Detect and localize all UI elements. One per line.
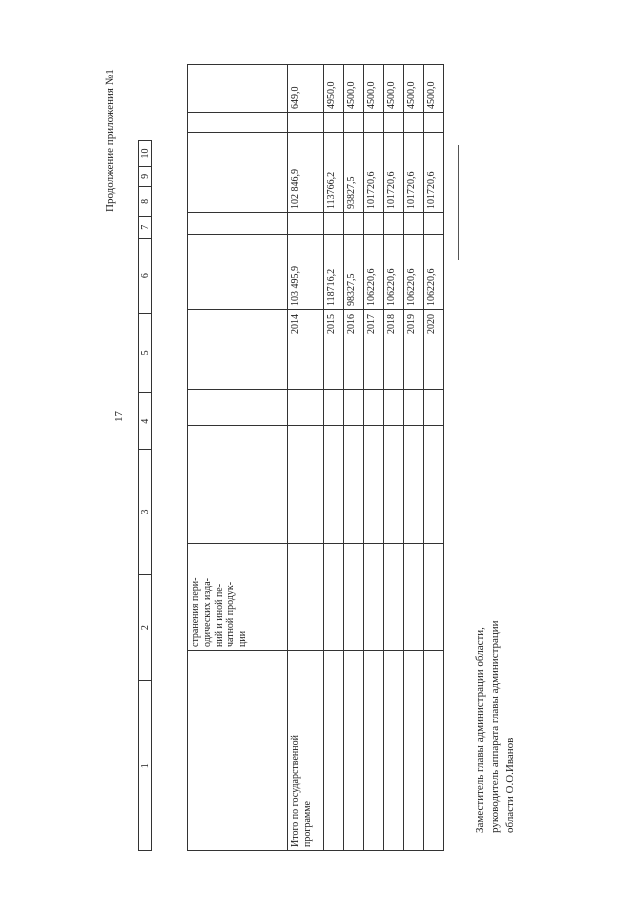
year-cell: 2019 [404, 310, 424, 390]
cell-empty [384, 544, 404, 651]
cell-empty [188, 133, 288, 213]
value-col8: 101720,6 [364, 133, 384, 213]
value-col6: 106220,6 [364, 235, 384, 310]
table-row [384, 65, 404, 851]
cell-empty [424, 113, 444, 133]
cell-empty [188, 390, 288, 426]
cell-empty [188, 310, 288, 390]
cell-empty [364, 651, 384, 851]
cell-empty [188, 113, 288, 133]
value-col8: 102 846,9 [288, 133, 324, 213]
cell-empty [324, 544, 344, 651]
cell-empty [404, 213, 424, 235]
continuation-title: Продолжение приложения №1 [104, 69, 116, 212]
signature-block: Заместитель главы администрации области, руководитель аппарата главы администрации области О.О.Иванов [474, 620, 516, 833]
table-row [288, 65, 324, 851]
cell-empty [324, 426, 344, 544]
cell-empty [288, 390, 324, 426]
cell-empty [344, 390, 364, 426]
cell-empty [424, 426, 444, 544]
header-col-1: 1 [139, 680, 151, 850]
cell-empty [384, 651, 404, 851]
year-cell: 2020 [424, 310, 444, 390]
cell-empty [364, 113, 384, 133]
cell-empty [384, 113, 404, 133]
header-col-2: 2 [139, 574, 151, 681]
cell-empty [404, 426, 424, 544]
cell-empty [424, 544, 444, 651]
cell-empty [424, 651, 444, 851]
cell-empty [288, 426, 324, 544]
value-col10: 4500,0 [364, 65, 384, 113]
horizontal-rule [458, 145, 459, 260]
cell-empty [364, 213, 384, 235]
cell-empty [384, 213, 404, 235]
value-col10: 4500,0 [404, 65, 424, 113]
header-col-9: 9 [139, 166, 151, 186]
table-row [344, 65, 364, 851]
cell-empty [288, 544, 324, 651]
cell-empty [288, 213, 324, 235]
cell-empty [188, 213, 288, 235]
value-col8: 101720,6 [424, 133, 444, 213]
header-col-3: 3 [139, 449, 151, 574]
value-col6: 106220,6 [424, 235, 444, 310]
cell-empty [364, 426, 384, 544]
cell-empty [364, 390, 384, 426]
cell-empty [364, 544, 384, 651]
value-col10: 4950,0 [324, 65, 344, 113]
year-cell: 2014 [288, 310, 324, 390]
value-col8: 101720,6 [384, 133, 404, 213]
year-cell: 2016 [344, 310, 364, 390]
cell-empty [288, 113, 324, 133]
header-col-7: 7 [139, 216, 151, 238]
table-row [424, 65, 444, 851]
value-col6: 118716,2 [324, 235, 344, 310]
value-col10: 649,0 [288, 65, 324, 113]
cell-empty [424, 390, 444, 426]
year-cell: 2017 [364, 310, 384, 390]
value-col6: 106220,6 [384, 235, 404, 310]
cell-empty [324, 213, 344, 235]
cell-empty [324, 651, 344, 851]
value-col8: 101720,6 [404, 133, 424, 213]
year-cell: 2018 [384, 310, 404, 390]
header-col-5: 5 [139, 313, 151, 393]
cell-empty [324, 113, 344, 133]
description-cell: странения пери- одических изда- ний и иной пе- чатной продук- ции [188, 544, 288, 651]
total-label: Итого по государственной программе [288, 651, 324, 851]
cell-empty [188, 651, 288, 851]
cell-empty [344, 113, 364, 133]
cell-empty [188, 65, 288, 113]
table-row [364, 65, 384, 851]
cell-empty [344, 213, 364, 235]
value-col10: 4500,0 [344, 65, 364, 113]
cell-empty [188, 235, 288, 310]
cell-empty [384, 426, 404, 544]
cell-empty [324, 390, 344, 426]
table-row [324, 65, 344, 851]
header-col-6: 6 [139, 238, 151, 313]
cell-empty [344, 426, 364, 544]
value-col10: 4500,0 [424, 65, 444, 113]
header-col-8: 8 [139, 186, 151, 216]
budget-table [187, 64, 444, 851]
cell-empty [404, 113, 424, 133]
year-cell: 2015 [324, 310, 344, 390]
value-col6: 98327,5 [344, 235, 364, 310]
cell-empty [404, 544, 424, 651]
header-col-4: 4 [139, 392, 151, 449]
page-number: 17 [113, 411, 125, 422]
column-number-header [138, 140, 152, 851]
value-col6: 106220,6 [404, 235, 424, 310]
value-col8: 93827,5 [344, 133, 364, 213]
value-col6: 103 495,9 [288, 235, 324, 310]
cell-empty [344, 651, 364, 851]
cell-empty [404, 651, 424, 851]
cell-empty [344, 544, 364, 651]
cell-empty [188, 426, 288, 544]
table-row [188, 65, 288, 851]
header-col-10: 10 [139, 148, 151, 159]
value-col8: 113766,2 [324, 133, 344, 213]
cell-empty [424, 213, 444, 235]
value-col10: 4500,0 [384, 65, 404, 113]
cell-empty [384, 390, 404, 426]
cell-empty [404, 390, 424, 426]
table-row [404, 65, 424, 851]
